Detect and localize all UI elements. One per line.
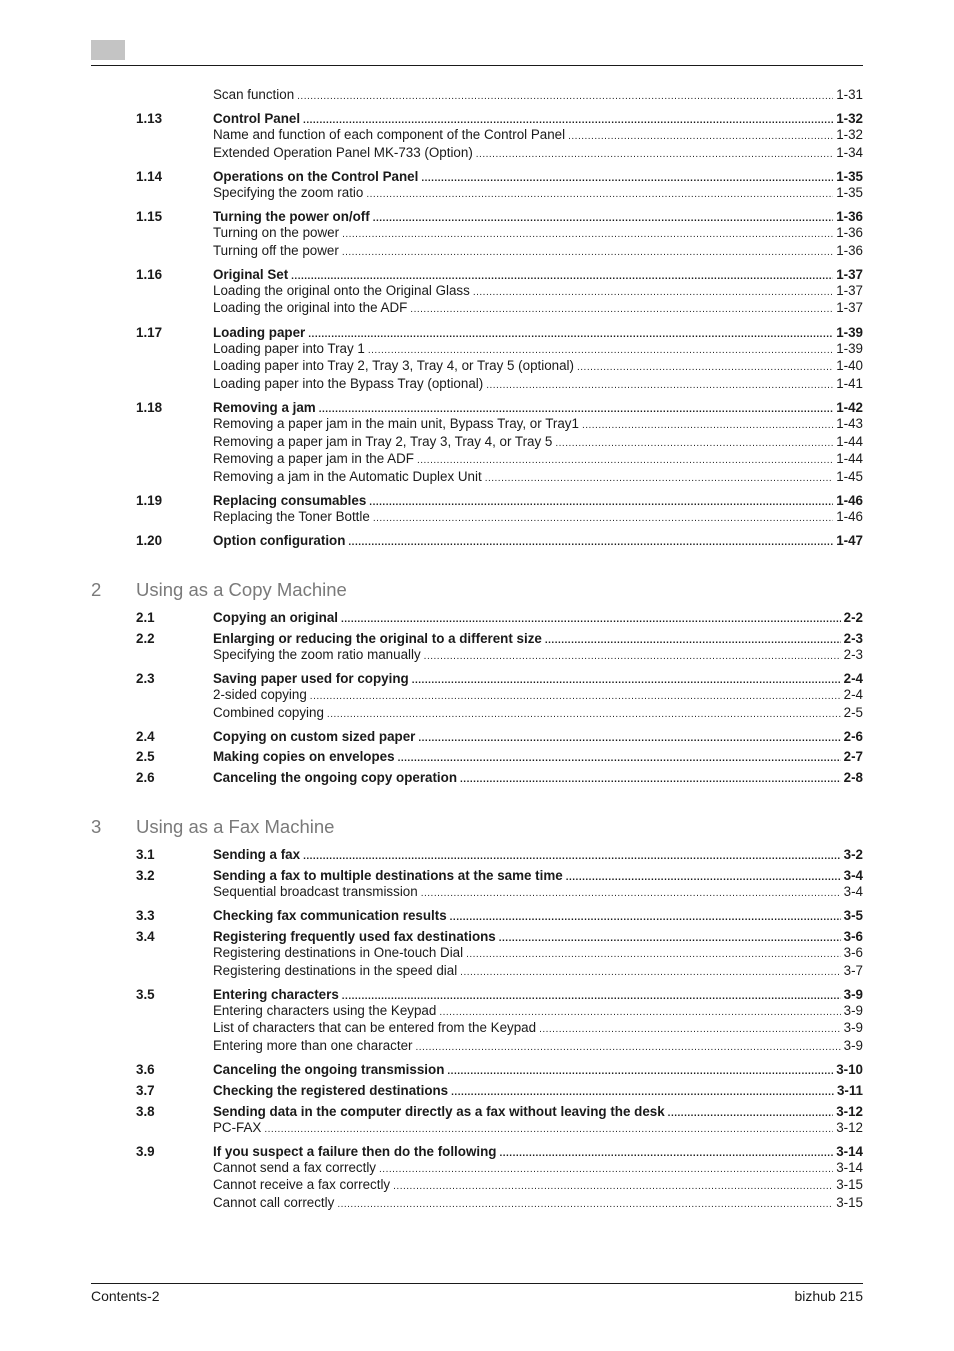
toc-entry-title: Sending data in the computer directly as a fax without leaving the desk xyxy=(213,1104,665,1119)
toc-entry-title: Cannot call correctly xyxy=(213,1195,335,1210)
toc-entry-page: 1-47 xyxy=(836,533,863,548)
header-rule xyxy=(91,65,863,66)
toc-entry-title: Loading the original onto the Original Glass xyxy=(213,283,470,298)
toc-subsection-entry[interactable] xyxy=(213,508,863,526)
toc-entry-title: Control Panel xyxy=(213,111,301,126)
toc-entry-number: 1.14 xyxy=(136,169,163,184)
toc-dot-leader xyxy=(264,1121,833,1139)
toc-entry-page: 3-6 xyxy=(843,929,863,944)
toc-subsection-entry[interactable] xyxy=(213,415,863,433)
toc-entry-number: 3.1 xyxy=(136,847,155,862)
toc-subsection-entry[interactable] xyxy=(213,86,863,104)
toc-entry-page: 3-9 xyxy=(843,1038,863,1053)
toc-entry-title: Enlarging or reducing the original to a different size xyxy=(213,631,542,646)
toc-entry-page: 1-44 xyxy=(836,451,863,466)
toc-entry-page: 1-37 xyxy=(836,267,863,282)
toc-entry-title: Sending a fax to multiple destinations at the same time xyxy=(213,868,563,883)
toc-entry-title: List of characters that can be entered from the Keypad xyxy=(213,1020,537,1035)
toc-entry-page: 1-31 xyxy=(836,87,863,102)
toc-entry-title: Sending a fax xyxy=(213,847,301,862)
toc-entry-page: 2-2 xyxy=(843,610,863,625)
toc-dot-leader xyxy=(451,1084,834,1102)
toc-entry-title: Loading paper into the Bypass Tray (optional) xyxy=(213,376,484,391)
toc-entry-number: 2.6 xyxy=(136,770,155,785)
toc-entry-title: Original Set xyxy=(213,267,289,282)
toc-entry-title: Removing a paper jam in Tray 2, Tray 3, Tray 4, or Tray 5 xyxy=(213,434,553,449)
toc-entry-number: 3.6 xyxy=(136,1062,155,1077)
toc-dot-leader xyxy=(416,1039,841,1057)
toc-dot-leader xyxy=(421,885,841,903)
toc-entry-page: 1-45 xyxy=(836,469,863,484)
toc-entry-title: Registering frequently used fax destinations xyxy=(213,929,496,944)
toc-subsection-entry[interactable] xyxy=(213,299,863,317)
toc-entry-title: Loading paper into Tray 2, Tray 3, Tray 4, or Tray 5 (optional) xyxy=(213,358,574,373)
toc-entry-title: Entering characters xyxy=(213,987,339,1002)
toc-subsection-entry[interactable] xyxy=(213,883,863,901)
toc-entry-page: 3-15 xyxy=(836,1177,863,1192)
toc-subsection-entry[interactable] xyxy=(213,1119,863,1137)
toc-subsection-entry[interactable] xyxy=(213,433,863,451)
toc-entry-page: 3-4 xyxy=(843,868,863,883)
toc-entry-page: 3-14 xyxy=(836,1160,863,1175)
toc-entry-title: Cannot send a fax correctly xyxy=(213,1160,377,1175)
toc-subsection-entry[interactable] xyxy=(213,242,863,260)
toc-subsection-entry[interactable] xyxy=(213,1019,863,1037)
toc-dot-leader xyxy=(337,1196,833,1214)
toc-subsection-entry[interactable] xyxy=(213,282,863,300)
toc-entry-page: 3-14 xyxy=(836,1144,863,1159)
toc-entry-page: 2-8 xyxy=(843,770,863,785)
header-tab xyxy=(91,40,125,60)
toc-entry-title: Loading paper into Tray 1 xyxy=(213,341,365,356)
toc-entry-title: Entering more than one character xyxy=(213,1038,413,1053)
toc-dot-leader xyxy=(341,611,841,629)
toc-entry-page: 2-6 xyxy=(843,729,863,744)
toc-entry-page: 1-40 xyxy=(836,358,863,373)
chapter-heading-3 xyxy=(91,815,334,839)
toc-section-entry[interactable] xyxy=(136,609,863,627)
toc-entry-number: 1.15 xyxy=(136,209,163,224)
toc-entry-page: 1-36 xyxy=(836,243,863,258)
toc-entry-page: 1-46 xyxy=(836,493,863,508)
toc-dot-leader xyxy=(410,301,833,319)
toc-subsection-entry[interactable] xyxy=(213,686,863,704)
toc-entry-title: Combined copying xyxy=(213,705,324,720)
toc-entry-page: 3-9 xyxy=(843,1003,863,1018)
toc-entry-number: 1.17 xyxy=(136,325,163,340)
footer-page-label: Contents-2 xyxy=(91,1288,160,1304)
toc-entry-title: Checking the registered destinations xyxy=(213,1083,449,1098)
toc-entry-number: 1.19 xyxy=(136,493,163,508)
toc-entry-page: 1-35 xyxy=(836,185,863,200)
toc-entry-number: 1.20 xyxy=(136,533,163,548)
toc-entry-title: Name and function of each component of the Control Panel xyxy=(213,127,566,142)
toc-dot-leader xyxy=(460,771,841,789)
toc-section-entry[interactable] xyxy=(136,1061,863,1079)
toc-entry-page: 1-46 xyxy=(836,509,863,524)
toc-entry-number: 3.3 xyxy=(136,908,155,923)
toc-entry-title: Operations on the Control Panel xyxy=(213,169,419,184)
toc-dot-leader xyxy=(303,848,841,866)
chapter-heading-2 xyxy=(91,578,347,602)
toc-entry-title: Replacing consumables xyxy=(213,493,367,508)
toc-entry-page: 1-32 xyxy=(836,127,863,142)
toc-subsection-entry[interactable] xyxy=(213,704,863,722)
toc-entry-number: 3.5 xyxy=(136,987,155,1002)
toc-entry-number: 3.2 xyxy=(136,868,155,883)
toc-entry-title: Canceling the ongoing copy operation xyxy=(213,770,458,785)
toc-entry-page: 1-43 xyxy=(836,416,863,431)
toc-entry-title: Saving paper used for copying xyxy=(213,671,409,686)
footer-product-name: bizhub 215 xyxy=(794,1288,863,1304)
toc-subsection-entry[interactable] xyxy=(213,944,863,962)
toc-dot-leader xyxy=(418,730,840,748)
toc-dot-leader xyxy=(342,244,833,262)
toc-entry-title: Scan function xyxy=(213,87,295,102)
toc-entry-title: Entering characters using the Keypad xyxy=(213,1003,437,1018)
toc-section-entry[interactable] xyxy=(136,846,863,864)
toc-entry-title: Turning the power on/off xyxy=(213,209,370,224)
toc-dot-leader xyxy=(460,964,840,982)
toc-dot-leader xyxy=(447,1063,833,1081)
toc-section-entry[interactable] xyxy=(136,728,863,746)
toc-entry-number: 2.2 xyxy=(136,631,155,646)
toc-subsection-entry[interactable] xyxy=(213,646,863,664)
toc-subsection-entry[interactable] xyxy=(213,184,863,202)
toc-entry-page: 3-12 xyxy=(836,1120,863,1135)
footer-rule xyxy=(91,1283,863,1284)
toc-section-entry[interactable] xyxy=(136,748,863,766)
toc-entry-title: Registering destinations in One-touch Dial xyxy=(213,945,464,960)
toc-subsection-entry[interactable] xyxy=(213,1037,863,1055)
toc-entry-number: 1.18 xyxy=(136,400,163,415)
toc-entry-number: 2.5 xyxy=(136,749,155,764)
toc-entry-number: 2.1 xyxy=(136,610,155,625)
toc-entry-page: 3-2 xyxy=(843,847,863,862)
toc-entry-title: Extended Operation Panel MK-733 (Option) xyxy=(213,145,473,160)
toc-subsection-entry[interactable] xyxy=(213,450,863,468)
toc-section-entry[interactable] xyxy=(136,532,863,550)
toc-dot-leader xyxy=(486,377,833,395)
toc-entry-page: 3-4 xyxy=(843,884,863,899)
toc-entry-page: 3-7 xyxy=(843,963,863,978)
toc-subsection-entry[interactable] xyxy=(213,1176,863,1194)
toc-entry-title: Specifying the zoom ratio manually xyxy=(213,647,421,662)
toc-section-entry[interactable] xyxy=(136,1082,863,1100)
toc-entry-page: 3-11 xyxy=(836,1083,863,1098)
toc-section-entry[interactable] xyxy=(136,769,863,787)
toc-dot-leader xyxy=(398,750,841,768)
toc-entry-number: 3.9 xyxy=(136,1144,155,1159)
toc-entry-title: Specifying the zoom ratio xyxy=(213,185,364,200)
toc-dot-leader xyxy=(450,909,841,927)
chapter-title: Using as a Fax Machine xyxy=(136,816,335,837)
toc-entry-title: Cannot receive a fax correctly xyxy=(213,1177,391,1192)
toc-dot-leader xyxy=(424,648,841,666)
toc-subsection-entry[interactable] xyxy=(213,144,863,162)
toc-entry-number: 2.3 xyxy=(136,671,155,686)
toc-subsection-entry[interactable] xyxy=(213,468,863,486)
toc-entry-page: 1-37 xyxy=(836,300,863,315)
toc-subsection-entry[interactable] xyxy=(213,126,863,144)
chapter-number: 2 xyxy=(91,579,102,600)
toc-entry-page: 1-39 xyxy=(836,341,863,356)
toc-entry-number: 2.4 xyxy=(136,729,155,744)
toc-entry-page: 2-4 xyxy=(843,687,863,702)
toc-entry-page: 2-3 xyxy=(843,647,863,662)
toc-entry-page: 1-32 xyxy=(836,111,863,126)
toc-entry-title: Sequential broadcast transmission xyxy=(213,884,418,899)
toc-entry-page: 3-6 xyxy=(843,945,863,960)
toc-entry-page: 2-3 xyxy=(843,631,863,646)
toc-dot-leader xyxy=(297,88,833,106)
toc-section-entry[interactable] xyxy=(136,907,863,925)
toc-dot-leader xyxy=(366,186,833,204)
toc-entry-title: Canceling the ongoing transmission xyxy=(213,1062,445,1077)
toc-entry-title: Copying on custom sized paper xyxy=(213,729,416,744)
chapter-title: Using as a Copy Machine xyxy=(136,579,347,600)
toc-entry-title: Removing a paper jam in the ADF xyxy=(213,451,414,466)
toc-entry-number: 3.7 xyxy=(136,1083,155,1098)
toc-subsection-entry[interactable] xyxy=(213,1002,863,1020)
toc-entry-page: 1-37 xyxy=(836,283,863,298)
toc-entry-number: 1.13 xyxy=(136,111,163,126)
toc-entry-number: 3.8 xyxy=(136,1104,155,1119)
toc-entry-page: 3-15 xyxy=(836,1195,863,1210)
toc-entry-page: 3-5 xyxy=(843,908,863,923)
toc-entry-page: 3-9 xyxy=(843,987,863,1002)
toc-entry-page: 1-44 xyxy=(836,434,863,449)
toc-dot-leader xyxy=(373,510,833,528)
toc-entry-page: 3-10 xyxy=(836,1062,863,1077)
toc-entry-page: 1-36 xyxy=(836,225,863,240)
toc-subsection-entry[interactable] xyxy=(213,224,863,242)
toc-entry-title: Removing a paper jam in the main unit, Bypass Tray, or Tray1 xyxy=(213,416,579,431)
toc-entry-page: 1-35 xyxy=(836,169,863,184)
toc-entry-title: Option configuration xyxy=(213,533,346,548)
toc-entry-page: 2-4 xyxy=(843,671,863,686)
toc-entry-title: 2-sided copying xyxy=(213,687,307,702)
toc-entry-title: Checking fax communication results xyxy=(213,908,447,923)
toc-entry-page: 1-34 xyxy=(836,145,863,160)
toc-subsection-entry[interactable] xyxy=(213,375,863,393)
toc-entry-page: 1-36 xyxy=(836,209,863,224)
toc-entry-page: 2-5 xyxy=(843,705,863,720)
toc-entry-page: 1-41 xyxy=(836,376,863,391)
toc-entry-title: Copying an original xyxy=(213,610,338,625)
toc-subsection-entry[interactable] xyxy=(213,1194,863,1212)
toc-entry-page: 2-7 xyxy=(843,749,863,764)
toc-entry-title: Turning on the power xyxy=(213,225,340,240)
toc-dot-leader xyxy=(327,706,841,724)
toc-entry-number: 3.4 xyxy=(136,929,155,944)
toc-subsection-entry[interactable] xyxy=(213,962,863,980)
toc-dot-leader xyxy=(348,534,833,552)
toc-entry-title: Replacing the Toner Bottle xyxy=(213,509,370,524)
toc-entry-page: 3-12 xyxy=(836,1104,863,1119)
toc-entry-title: Making copies on envelopes xyxy=(213,749,395,764)
toc-entry-title: Registering destinations in the speed dial xyxy=(213,963,458,978)
toc-entry-title: PC-FAX xyxy=(213,1120,262,1135)
toc-entry-title: Removing a jam xyxy=(213,400,316,415)
toc-entry-page: 1-39 xyxy=(836,325,863,340)
toc-entry-page: 1-42 xyxy=(836,400,863,415)
toc-dot-leader xyxy=(485,470,834,488)
toc-entry-title: Loading paper xyxy=(213,325,306,340)
toc-subsection-entry[interactable] xyxy=(213,340,863,358)
toc-entry-title: Removing a jam in the Automatic Duplex Unit xyxy=(213,469,482,484)
toc-entry-title: Loading the original into the ADF xyxy=(213,300,408,315)
toc-entry-page: 3-9 xyxy=(843,1020,863,1035)
chapter-number: 3 xyxy=(91,816,102,837)
toc-entry-title: If you suspect a failure then do the following xyxy=(213,1144,497,1159)
toc-dot-leader xyxy=(476,146,833,164)
toc-subsection-entry[interactable] xyxy=(213,357,863,375)
toc-entry-number: 1.16 xyxy=(136,267,163,282)
toc-entry-title: Turning off the power xyxy=(213,243,339,258)
toc-subsection-entry[interactable] xyxy=(213,1159,863,1177)
